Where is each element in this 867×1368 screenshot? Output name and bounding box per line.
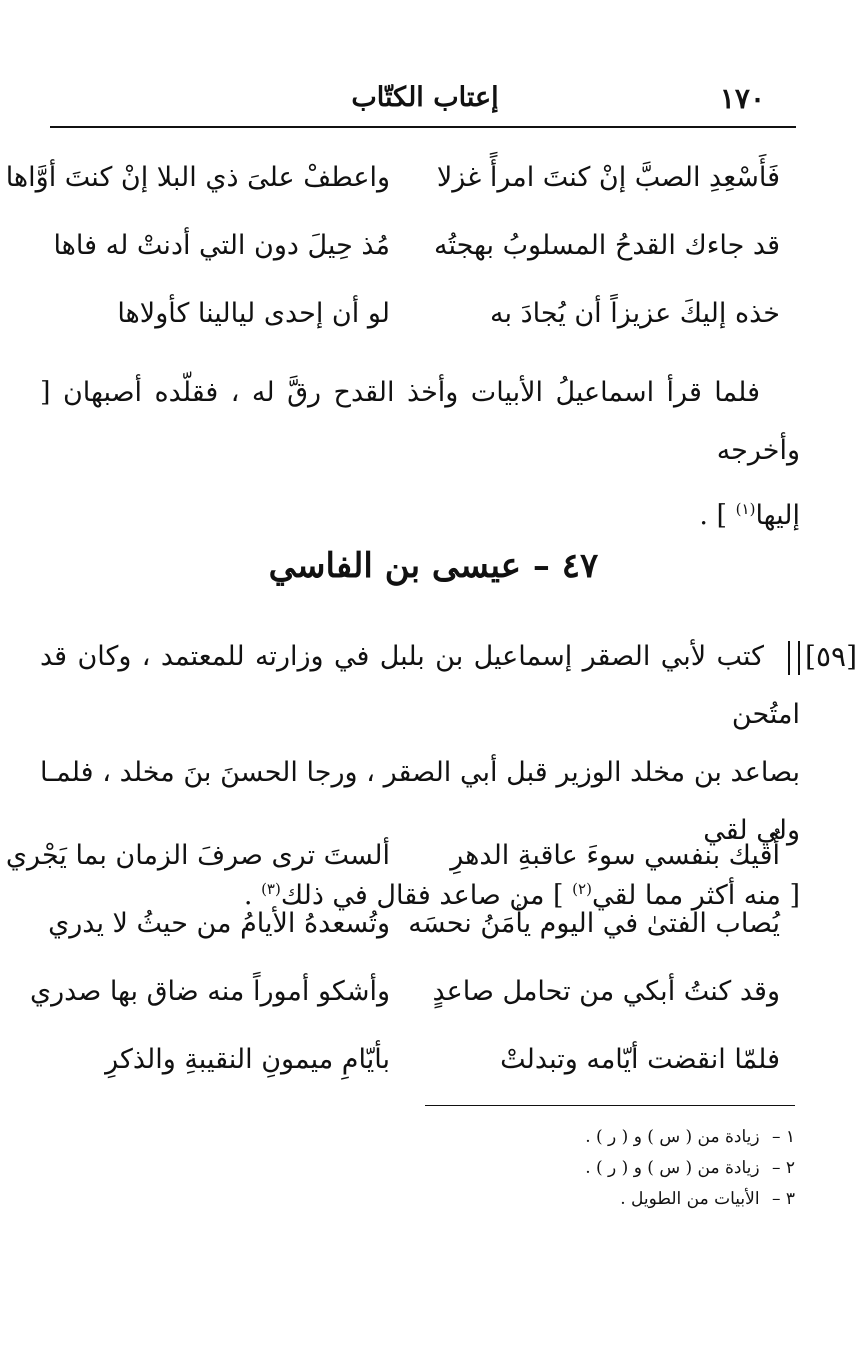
verse-row xyxy=(29,972,780,1040)
verse-second-hemistich: بأيّامِ ميمونِ النقيبةِ والذكرِ xyxy=(105,1044,390,1075)
verse-second-hemistich: وتُسعدهُ الأيامُ من حيثُ لا يدري xyxy=(48,908,390,939)
verse-second-hemistich: وأشكو أموراً منه ضاق بها صدري xyxy=(29,976,390,1007)
verse-row xyxy=(5,836,780,904)
prose-line xyxy=(40,364,800,480)
header-rule xyxy=(50,126,796,128)
verse-second-hemistich: مُذ حِيلَ دون التي أدنتْ له فاها xyxy=(53,230,390,261)
prose-text: بصاعد بن مخلد الوزير قبل أبي الصقر ، ورجا الحسنَ بنَ مخلد ، فلمـا ولي لقي xyxy=(40,757,800,846)
footnote-ref: (٢) xyxy=(572,880,592,898)
verse-second-hemistich: لو أن إحدى ليالينا كأولاها xyxy=(117,298,390,329)
verse-block-top xyxy=(5,158,780,362)
prose-text: إليها xyxy=(755,500,800,531)
page-header xyxy=(50,82,795,126)
footnote xyxy=(415,1122,795,1153)
verse-row xyxy=(48,904,780,972)
section-title: ٤٧ – عيسى بن الفاسي xyxy=(268,546,599,586)
verse-first-hemistich: يُصاب الفتىٰ في اليوم يأمَنُ نحسَه xyxy=(408,908,780,939)
running-title: إعتاب الكتّاب xyxy=(351,82,499,113)
verse-row xyxy=(60,1040,780,1108)
verse-row xyxy=(53,226,780,294)
verse-first-hemistich: فلمّا انقضت أيّامه وتبدلتْ xyxy=(500,1044,780,1075)
footnote-ref: (١) xyxy=(735,500,756,518)
prose-line xyxy=(40,628,800,744)
footnote-number: ١ – xyxy=(771,1127,795,1147)
verse-first-hemistich: قد جاءك القدحُ المسلوبُ بهجتُه xyxy=(433,230,780,261)
prose-text: ] من صاعد فقال في ذلك xyxy=(280,880,564,911)
footnote-text: زيادة من ( س ) و ( ر ) . xyxy=(585,1127,760,1147)
verse-second-hemistich: واعطفْ علىَ ذي البلا إنْ كنتَ أوَّاها xyxy=(5,162,390,193)
prose-paragraph-top xyxy=(40,364,800,545)
prose-text: ] . xyxy=(699,500,728,531)
section-bar-mark xyxy=(788,641,800,675)
verse-row xyxy=(5,158,780,226)
footnote-number: ٢ – xyxy=(771,1158,795,1178)
verse-second-hemistich: ألستَ ترى صرفَ الزمان بما يَجْري xyxy=(5,840,390,871)
marginal-reference: [٥٩] xyxy=(805,640,857,673)
verse-first-hemistich: وقد كنتُ أبكي من تحامل صاعدٍ xyxy=(432,976,780,1007)
verse-block-bottom xyxy=(5,836,780,1108)
prose-text: . xyxy=(243,880,253,911)
prose-text: فلما قرأ اسماعيلُ الأبيات وأخذ القدح رقَّ له ، فقلّده أصبهان [ وأخرجه xyxy=(40,377,800,466)
verse-first-hemistich: أُقيك بنفسي سوءَ عاقبةِ الدهرِ xyxy=(450,840,780,871)
footnote-text: الأبيات من الطويل . xyxy=(620,1189,760,1209)
footnote xyxy=(415,1153,795,1184)
footnote-rule xyxy=(425,1105,795,1106)
verse-row xyxy=(60,294,780,362)
footnote-text: زيادة من ( س ) و ( ر ) . xyxy=(585,1158,760,1178)
footnote xyxy=(415,1184,795,1215)
prose-text: [ منه أكثر مما لقي xyxy=(591,880,800,911)
footnote-ref: (٣) xyxy=(261,880,281,898)
page-number: ١٧٠ xyxy=(719,82,765,115)
footnotes xyxy=(415,1122,795,1215)
verse-first-hemistich: فَأَسْعِدِ الصبَّ إنْ كنتَ امرأً غزلا xyxy=(436,162,780,193)
verse-first-hemistich: خذه إليكَ عزيزاً أن يُجادَ به xyxy=(490,298,780,329)
prose-text: كتب لأبي الصقر إسماعيل بن بلبل في وزارته للمعتمد ، وكان قد امتُحن xyxy=(40,641,800,730)
footnote-number: ٣ – xyxy=(771,1189,795,1209)
prose-line xyxy=(40,480,800,545)
